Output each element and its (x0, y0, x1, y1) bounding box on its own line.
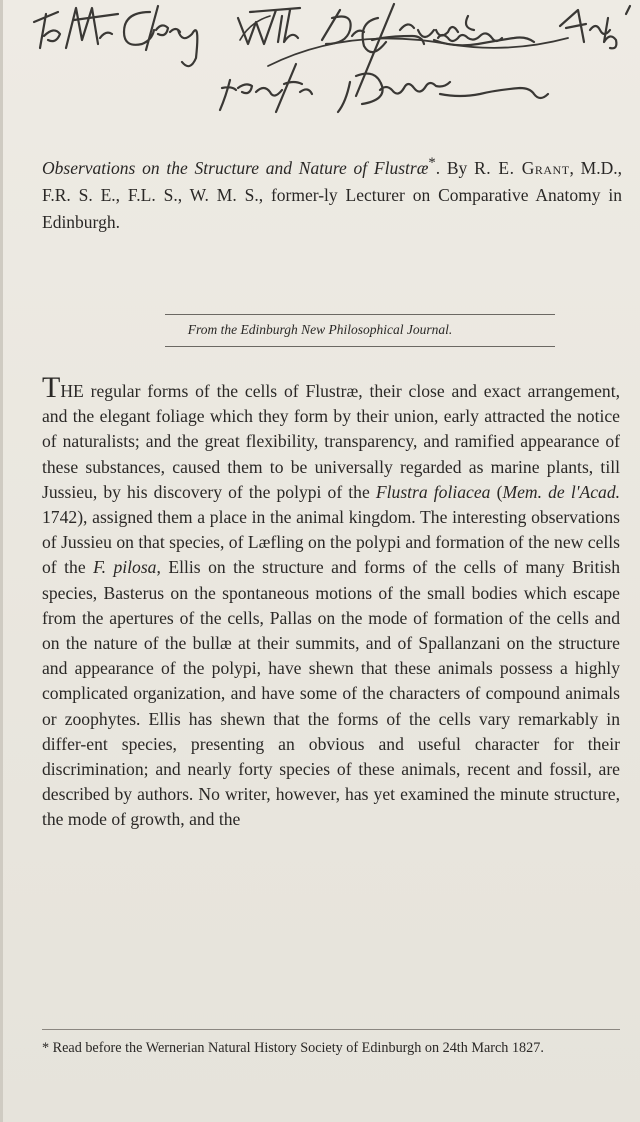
body-text-2: ( (490, 481, 503, 502)
source-rule-top (165, 314, 555, 315)
page-edge (0, 0, 3, 1122)
footnote-rule (42, 1029, 620, 1030)
author-credentials: , M.D., F.R. S. E., F.L. S., W. M. S., former-ly Lecturer on Comparative Anatomy in Edinburgh. (42, 157, 623, 232)
article-title (42, 150, 622, 236)
title-italic: Observations on the Structure and Nature of Flustræ (42, 157, 429, 178)
source-line: From the Edinburgh New Philosophical Journal. (187, 322, 453, 337)
source-rule-bottom (165, 346, 555, 347)
body-text-1: HE regular forms of the cells of Flustræ, their close and exact arrangement, and the elegant foliage which they form by their union, early attracted the notice of naturalists; and the great flexibility, transparency, and ramified appearance of these substances, caused them to be universally regarded as marine plants, till Jussieu, by his discovery of the polypi of the (42, 381, 620, 502)
body-text-4: , Ellis on the structure and forms of the cells of many British species, Basterus on the spontaneous motions of the small bodies which escape from the apertures of the cells, Pallas on the mode of formation of the cells and on the nature of the bullæ at their summits, and of Spallanzani on the structure and appearance of the polypi, have shewn that these animals possess a highly complicated organization, and have some of the characters of compound animals or zoophytes. Ellis has shewn that the forms of the cells vary remarkably in differ-ent species, presenting an obvious and useful character for their discrimination; and nearly forty species of these animals, recent and fossil, are described by authors. No writer, however, has yet examined the minute structure, the mode of growth, and the (42, 557, 620, 830)
citation-italic: Mem. de l'Acad. (502, 481, 621, 502)
footnote: * Read before the Wernerian Natural History Society of Edinburgh on 24th March 1827. (42, 1040, 544, 1056)
author-name: R. E. Grant (474, 157, 570, 178)
body-paragraph (42, 371, 621, 833)
body-text-3: 1742), assigned them a place in the animal kingdom. The interesting observations of Jussieu on that species, of Læfling on the polypi and formation of the new cells of the (42, 507, 620, 578)
species-name-2: F. pilosa (93, 557, 157, 578)
footnote-mark: * (428, 155, 436, 171)
drop-cap: T (42, 371, 61, 404)
species-name-1: Flustra foliacea (375, 481, 491, 502)
handwritten-inscription (0, 0, 640, 125)
title-by: . By (435, 157, 468, 178)
